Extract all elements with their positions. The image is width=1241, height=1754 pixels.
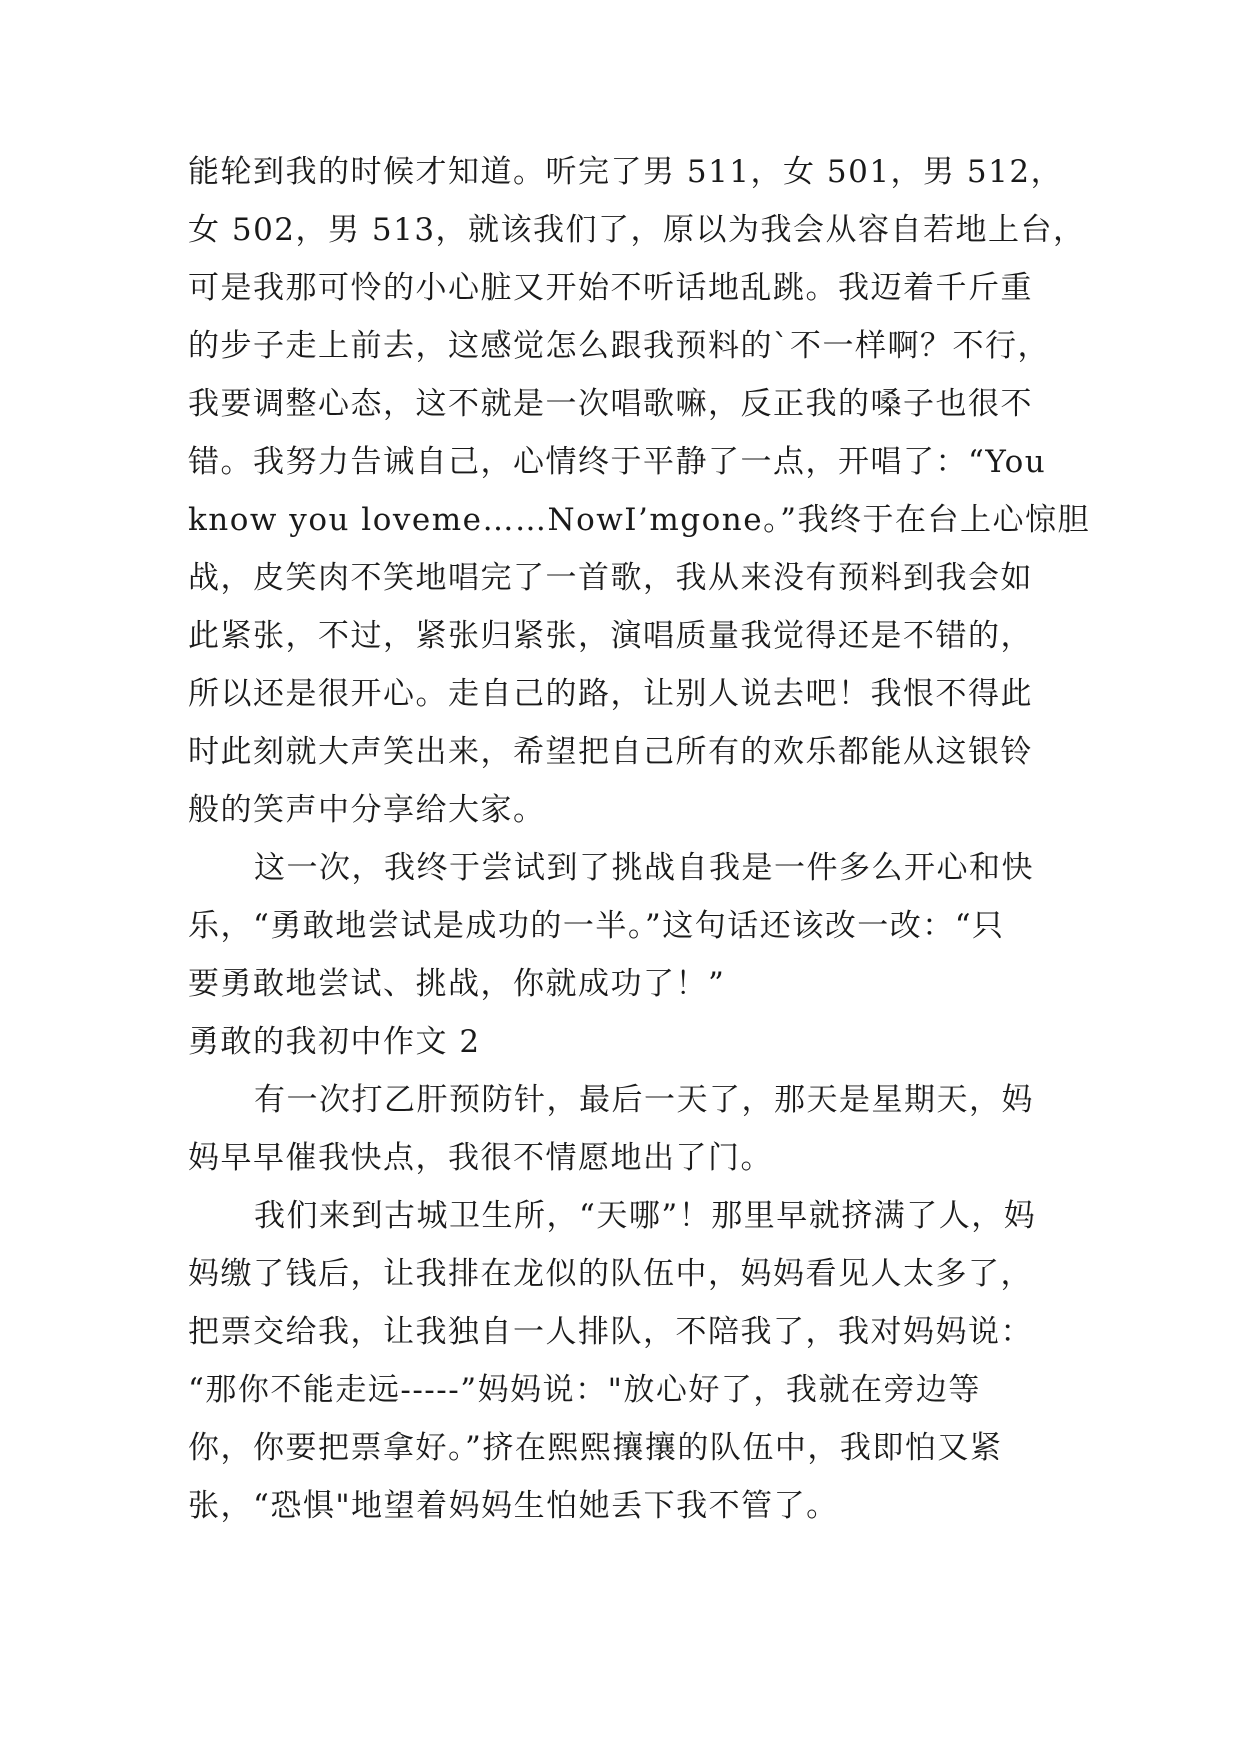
- text-line: 战，皮笑肉不笑地唱完了一首歌，我从来没有预料到我会如: [188, 560, 1033, 596]
- text-line: 般的笑声中分享给大家。: [188, 792, 546, 828]
- section-heading: 勇敢的我初中作文 2: [188, 1024, 481, 1060]
- text-line: 张，“恐惧"地望着妈妈生怕她丢下我不管了。: [188, 1488, 839, 1524]
- text-line: 我们来到古城卫生所，“天哪”！那里早就挤满了人，妈: [254, 1198, 1037, 1234]
- text-line: 错。我努力告诫自己，心情终于平静了一点，开唱了：“You: [188, 444, 1047, 480]
- text-line: 我要调整心态，这不就是一次唱歌嘛，反正我的嗓子也很不: [188, 386, 1033, 422]
- text-line: 要勇敢地尝试、挑战，你就成功了！”: [188, 966, 726, 1002]
- text-line: 有一次打乙肝预防针，最后一天了，那天是星期天，妈: [254, 1082, 1034, 1118]
- text-line: 时此刻就大声笑出来，希望把自己所有的欢乐都能从这银铃: [188, 734, 1033, 770]
- text-line: 你，你要把票拿好。”挤在熙熙攘攘的队伍中，我即怕又紧: [188, 1430, 1003, 1466]
- text-line: 此紧张，不过，紧张归紧张，演唱质量我觉得还是不错的，: [188, 618, 1033, 654]
- text-line: know you loveme……NowI’mgone。”我终于在台上心惊胆: [188, 502, 1090, 538]
- text-line: 乐，“勇敢地尝试是成功的一半。”这句话还该改一改：“只: [188, 908, 1005, 944]
- text-line: 这一次，我终于尝试到了挑战自我是一件多么开心和快: [254, 850, 1034, 886]
- text-line: 能轮到我的时候才知道。听完了男 511，女 501，男 512，: [188, 154, 1064, 190]
- text-line: 所以还是很开心。走自己的路，让别人说去吧！我恨不得此: [188, 676, 1033, 712]
- text-line: 妈早早催我快点，我很不情愿地出了门。: [188, 1140, 773, 1176]
- text-line: “那你不能走远-----”妈妈说："放心好了，我就在旁边等: [188, 1372, 981, 1408]
- text-line: 可是我那可怜的小心脏又开始不听话地乱跳。我迈着千斤重: [188, 270, 1033, 306]
- text-line: 妈缴了钱后，让我排在龙似的队伍中，妈妈看见人太多了，: [188, 1256, 1033, 1292]
- text-line: 女 502，男 513，就该我们了，原以为我会从容自若地上台，: [188, 212, 1086, 248]
- text-line: 的步子走上前去，这感觉怎么跟我预料的`不一样啊？不行，: [188, 328, 1050, 364]
- text-line: 把票交给我，让我独自一人排队，不陪我了，我对妈妈说：: [188, 1314, 1033, 1350]
